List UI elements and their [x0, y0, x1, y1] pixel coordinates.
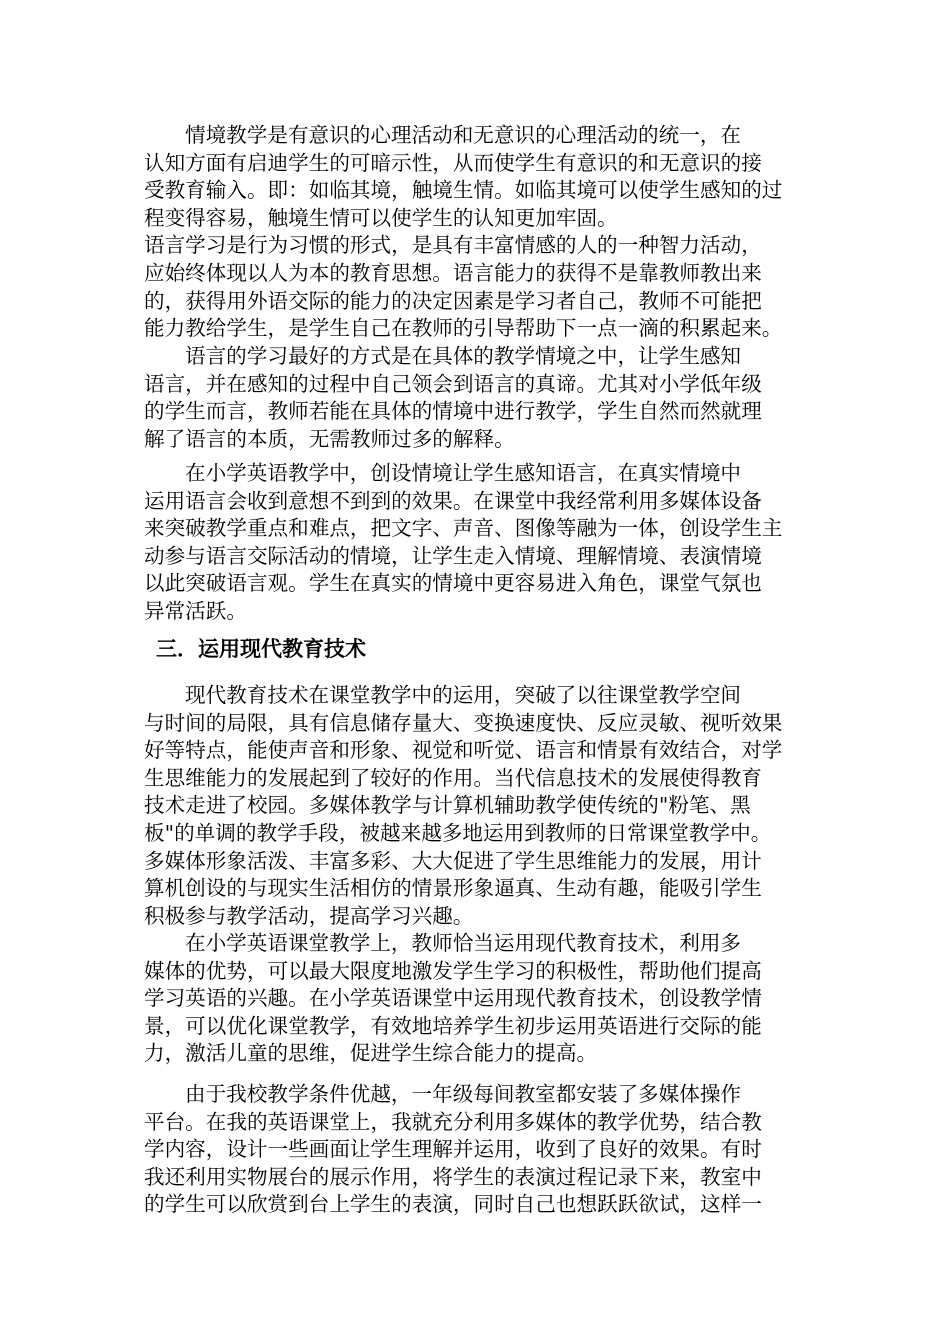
text-line: 动参与语言交际活动的情境，让学生走入情境、理解情境、表演情境 — [144, 543, 762, 568]
text-line: 学内容，设计一些画面让学生理解并运用，收到了良好的效果。有时 — [144, 1137, 762, 1162]
text-line: 程变得容易，触境生情可以使学生的认知更加牢固。 — [144, 205, 618, 230]
text-line: 异常活跃。 — [144, 598, 247, 623]
text-line: 学习英语的兴趣。在小学英语课堂中运用现代教育技术，创设教学情 — [144, 986, 762, 1011]
paragraph-4 — [144, 682, 824, 930]
text-line: 由于我校教学条件优越，一年级每间教室都安装了多媒体操作 — [185, 1082, 742, 1106]
text-line: 应始终体现以人为本的教育思想。语言能力的获得不是靠教师教出来 — [144, 260, 762, 285]
text-line: 语言学习是行为习惯的形式，是具有丰富情感的人的一种智力活动， — [144, 233, 762, 258]
text-line: 认知方面有启迪学生的可暗示性，从而使学生有意识的和无意识的接 — [144, 150, 762, 175]
text-line: 语言，并在感知的过程中自己领会到语言的真谛。尤其对小学低年级 — [144, 371, 762, 396]
text-line: 能力教给学生，是学生自己在教师的引导帮助下一点一滴的积累起来。 — [144, 316, 783, 341]
text-line: 板"的单调的教学手段，被越来越多地运用到教师的日常课堂教学中。 — [144, 820, 772, 845]
paragraph-3 — [144, 460, 824, 626]
text-line: 景，可以优化课堂教学，有效地培养学生初步运用英语进行交际的能 — [144, 1013, 762, 1038]
text-line: 我还利用实物展台的展示作用，将学生的表演过程记录下来，教室中 — [144, 1164, 762, 1189]
text-line: 平台。在我的英语课堂上，我就充分利用多媒体的教学优势，结合教 — [144, 1109, 762, 1134]
text-line: 来突破教学重点和难点，把文字、声音、图像等融为一体，创设学生主 — [144, 516, 783, 541]
text-line: 的学生可以欣赏到台上学生的表演，同时自己也想跃跃欲试，这样一 — [144, 1192, 762, 1217]
text-line: 生思维能力的发展起到了较好的作用。当代信息技术的发展使得教育 — [144, 765, 762, 790]
paragraph-6 — [144, 1081, 824, 1219]
text-line: 算机创设的与现实生活相仿的情景形象逼真、生动有趣，能吸引学生 — [144, 876, 762, 901]
text-line: 现代教育技术在课堂教学中的运用，突破了以往课堂教学空间 — [185, 683, 742, 707]
text-line: 受教育输入。即：如临其境，触境生情。如临其境可以使学生感知的过 — [144, 178, 783, 203]
text-line: 语言的学习最好的方式是在具体的教学情境之中，让学生感知 — [185, 344, 742, 368]
text-line: 在小学英语教学中，创设情境让学生感知语言，在真实情境中 — [185, 461, 742, 485]
text-line: 以此突破语言观。学生在真实的情境中更容易进入角色，课堂气氛也 — [144, 571, 762, 596]
text-line: 积极参与教学活动，提高学习兴趣。 — [144, 903, 474, 928]
text-line: 技术走进了校园。多媒体教学与计算机辅助教学使传统的"粉笔、黑 — [144, 793, 751, 818]
text-line: 的学生而言，教师若能在具体的情境中进行教学，学生自然而然就理 — [144, 399, 762, 424]
text-line: 力，激活儿童的思维，促进学生综合能力的提高。 — [144, 1041, 598, 1066]
text-line: 媒体的优势，可以最大限度地激发学生学习的积极性，帮助他们提高 — [144, 958, 762, 983]
paragraph-5 — [144, 930, 824, 1068]
paragraph-2 — [144, 343, 824, 453]
text-line: 的，获得用外语交际的能力的决定因素是学习者自己，教师不可能把 — [144, 288, 762, 313]
text-line: 好等特点，能使声音和形象、视觉和听觉、语言和情景有效结合，对学 — [144, 738, 783, 763]
text-line: 在小学英语课堂教学上，教师恰当运用现代教育技术，利用多 — [185, 931, 742, 955]
paragraph-1 — [144, 122, 824, 343]
text-line: 解了语言的本质，无需教师过多的解释。 — [144, 426, 515, 451]
text-line: 情境教学是有意识的心理活动和无意识的心理活动的统一，在 — [185, 123, 742, 147]
text-line: 多媒体形象活泼、丰富多彩、大大促进了学生思维能力的发展，用计 — [144, 848, 762, 873]
text-line: 运用语言会收到意想不到到的效果。在课堂中我经常利用多媒体设备 — [144, 488, 762, 513]
section-heading: 三．运用现代教育技术 — [156, 637, 366, 661]
text-line: 与时间的局限，具有信息储存量大、变换速度快、反应灵敏、视听效果 — [144, 710, 783, 735]
